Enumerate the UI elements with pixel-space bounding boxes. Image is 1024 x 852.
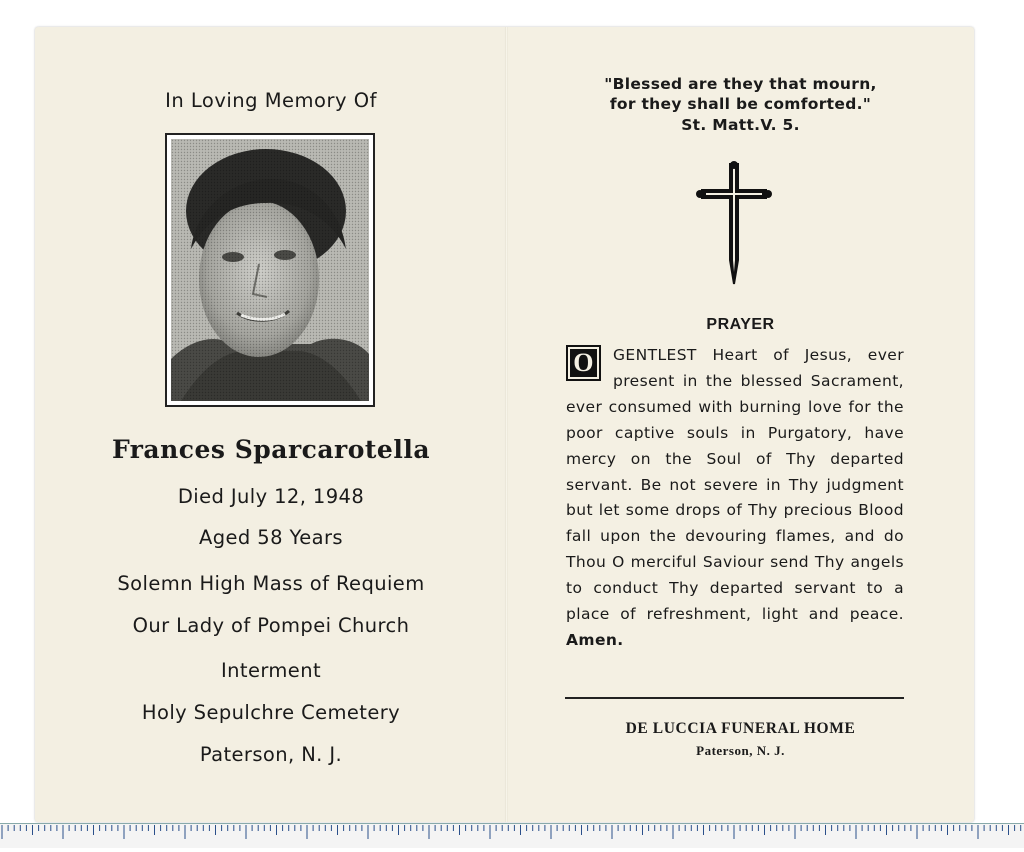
cross-icon [696, 160, 772, 292]
scripture-verse-line-2: for they shall be comforted." [609, 95, 872, 113]
prayer-body: GENTLEST Heart of Jesus, ever present in the blessed Sacrament, ever consumed with burning love for the poor captive souls in Purgatory, have mercy on the Soul of Thy departed servant. Be not severe in Thy judgment but let some drops of Thy precious Blood fall upon the devouring flames, and do Thou O merciful Saviour send Thy angels to conduct Thy departed servant to a place of refreshment, light and peace. [566, 346, 904, 624]
prayer-drop-cap: O [566, 345, 601, 381]
measuring-ruler [0, 823, 1024, 848]
funeral-home-name: DE LUCCIA FUNERAL HOME [625, 720, 856, 737]
age-at-death: Aged 58 Years [199, 526, 343, 549]
cemetery-city: Paterson, N. J. [199, 743, 343, 766]
divider-rule [565, 697, 904, 699]
scripture-reference: St. Matt.V. 5. [681, 116, 800, 134]
portrait-photo-frame [165, 133, 375, 407]
funeral-home-city: Paterson, N. J. [696, 743, 785, 758]
deceased-name: Frances Sparcarotella [111, 435, 431, 464]
memorial-card-right-panel [507, 27, 974, 822]
church-name: Our Lady of Pompei Church [132, 614, 410, 637]
memorial-heading: In Loving Memory Of [165, 89, 377, 112]
prayer-text [566, 343, 904, 654]
card-fold-crease [505, 27, 508, 822]
interment-label: Interment [220, 659, 322, 682]
memorial-card-left-panel [35, 27, 507, 822]
cemetery-name: Holy Sepulchre Cemetery [141, 701, 401, 724]
prayer-title: PRAYER [706, 316, 775, 333]
prayer-amen: Amen. [566, 630, 624, 649]
scripture-verse-line-1: "Blessed are they that mourn, [604, 75, 877, 93]
portrait-photo [171, 139, 369, 401]
date-of-death: Died July 12, 1948 [177, 485, 365, 508]
mass-type: Solemn High Mass of Requiem [117, 572, 425, 595]
